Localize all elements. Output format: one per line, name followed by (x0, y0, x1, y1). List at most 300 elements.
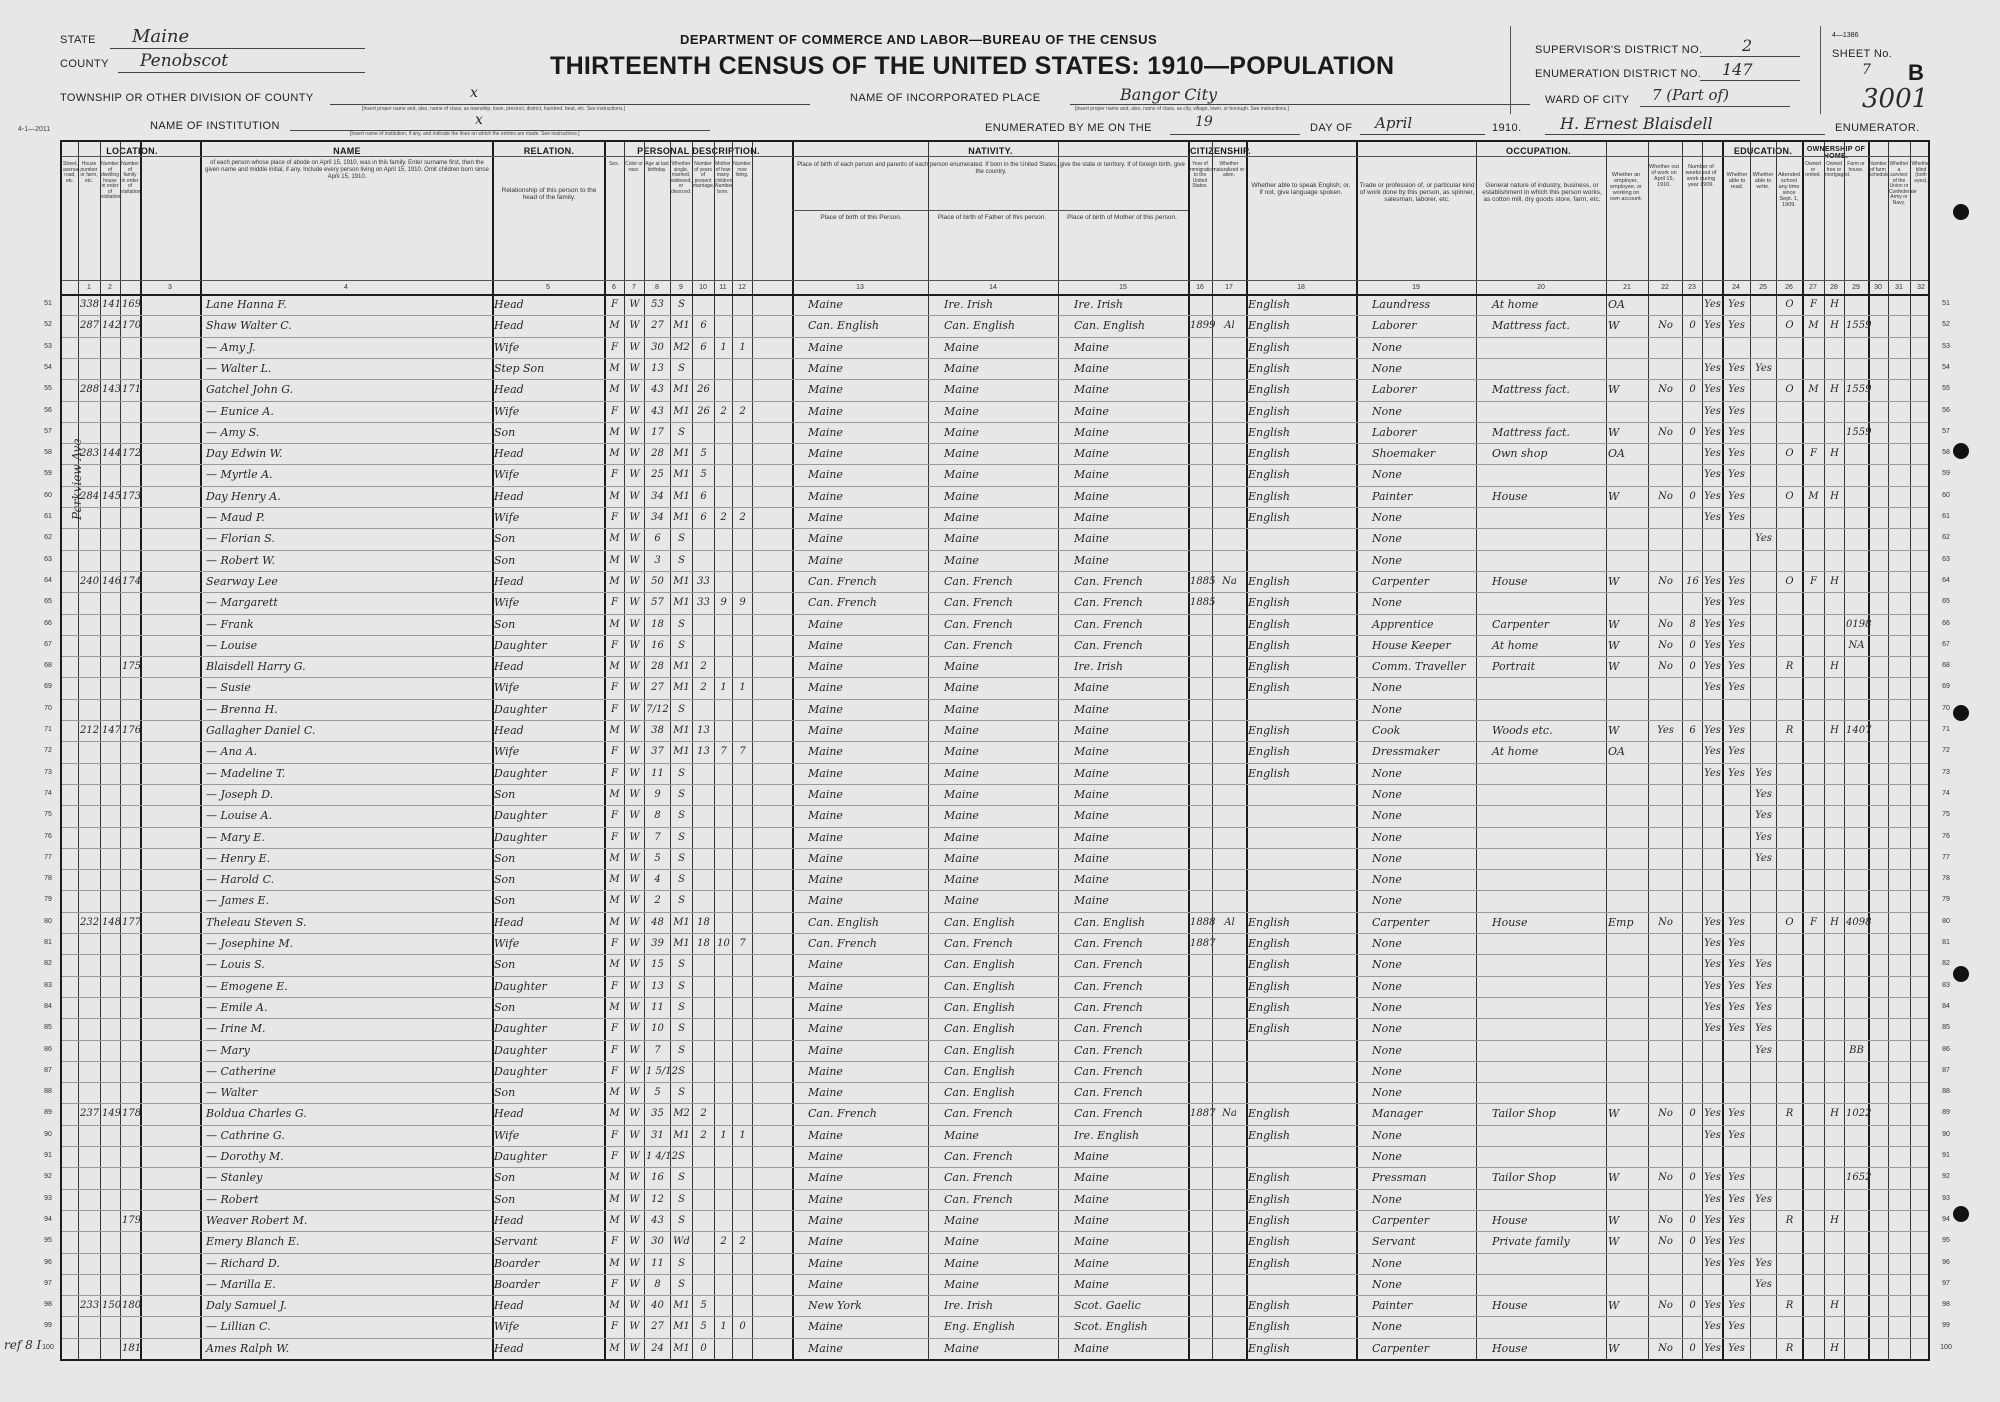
sheet-letter: B (1908, 60, 1924, 85)
line-number: 89 (1942, 1109, 1950, 1117)
cell-years_married: 6 (700, 512, 707, 523)
cell-race: W (629, 597, 640, 609)
cell-birth: Can. French (808, 574, 877, 588)
column-number: 12 (738, 284, 746, 291)
supervisor-label: SUPERVISOR'S DISTRICT NO. (1535, 44, 1703, 56)
table-row (44, 976, 1950, 997)
cell-read: Yes (1704, 362, 1721, 374)
day-of-label: DAY OF (1310, 122, 1353, 134)
cell-employ: W (1608, 1171, 1620, 1185)
cell-name: — Walter (206, 1086, 258, 1100)
cell-read: Yes (1704, 320, 1721, 332)
cell-name: — Marilla E. (206, 1277, 276, 1291)
cell-mother: Maine (1074, 1235, 1109, 1249)
cell-birth: Maine (808, 979, 843, 993)
cell-dwelling: 148 (102, 916, 122, 928)
cell-father: Can. French (944, 1150, 1013, 1163)
cell-years_married: 0 (700, 1342, 707, 1354)
cell-age: 15 (651, 959, 664, 971)
column-header: Color or race. (625, 161, 643, 173)
cell-relation: Wife (494, 404, 520, 418)
cell-free: F (1810, 448, 1817, 460)
cell-owned: O (1785, 299, 1794, 310)
cell-outofwork: No (1658, 661, 1673, 673)
table-row (44, 614, 1950, 635)
table-row (44, 358, 1950, 379)
line-number: 79 (1942, 896, 1950, 904)
county-value: Penobscot (140, 51, 229, 71)
cell-weeks: 0 (1689, 384, 1696, 396)
line-number: 52 (1942, 321, 1950, 329)
cell-name: Emery Blanch E. (206, 1235, 300, 1249)
table-row (44, 1189, 1950, 1210)
table-row (44, 890, 1950, 911)
occupation-trade: Trade or profession of, or particular kind of work done by this person, as spinner, salesman, laborer, etc. (1359, 182, 1475, 203)
table-row (44, 656, 1950, 677)
cell-trade: None (1372, 851, 1402, 865)
line-number: 88 (1942, 1088, 1950, 1096)
column-number: 3 (168, 284, 172, 291)
cell-house: 338 (80, 299, 100, 310)
table-row (44, 1125, 1950, 1146)
cell-birth: Can. French (808, 596, 877, 610)
cell-marital: S (678, 980, 685, 992)
cell-marital: S (678, 831, 685, 843)
cell-birth: Maine (808, 681, 843, 695)
institution-value: x (475, 112, 483, 128)
cell-living: 1 (739, 341, 746, 353)
cell-marital: S (678, 618, 685, 630)
cell-name: — Cathrine G. (206, 1128, 285, 1142)
cell-sex: F (611, 703, 618, 715)
line-number: 74 (1942, 789, 1950, 797)
column-number: 21 (1623, 284, 1631, 291)
cell-write: Yes (1728, 980, 1745, 992)
cell-lang: English (1248, 1107, 1290, 1121)
cell-name: — Emile A. (206, 1000, 268, 1014)
cell-birth: Can. French (808, 1107, 877, 1121)
cell-race: W (629, 320, 640, 332)
cell-relation: Daughter (494, 979, 547, 993)
line-number: 96 (44, 1258, 52, 1266)
table-row (44, 677, 1950, 698)
cell-father: Maine (944, 361, 979, 375)
cell-industry: Portrait (1492, 660, 1536, 674)
enumerator-label: ENUMERATOR. (1835, 122, 1920, 134)
incorporated-label: NAME OF INCORPORATED PLACE (850, 92, 1041, 104)
cell-mother: Maine (1074, 553, 1109, 567)
cell-trade: None (1372, 1022, 1402, 1036)
cell-dwelling: 145 (102, 490, 122, 502)
cell-mother: Can. French (1074, 1000, 1143, 1014)
cell-employ: W (1608, 1299, 1620, 1313)
cell-father: Maine (944, 660, 979, 674)
cell-weeks: 0 (1689, 1214, 1696, 1226)
cell-race: W (629, 874, 640, 886)
cell-father: Can. French (944, 574, 1013, 588)
cell-age: 7 (654, 831, 661, 843)
cell-write: Yes (1728, 1214, 1745, 1226)
cell-father: Ire. Irish (944, 298, 993, 311)
cell-race: W (629, 831, 640, 843)
cell-birth: Maine (808, 809, 843, 823)
cell-father: Can. English (944, 1064, 1015, 1078)
cell-trade: None (1372, 468, 1402, 482)
line-number: 55 (1942, 385, 1950, 393)
cell-relation: Wife (494, 340, 520, 354)
cell-years_married: 18 (697, 916, 710, 928)
cell-employ: Emp (1608, 915, 1634, 929)
cell-write: Yes (1728, 299, 1745, 310)
cell-father: Can. French (944, 1171, 1013, 1185)
cell-industry: House (1492, 915, 1528, 929)
cell-father: Maine (944, 553, 979, 567)
cell-birth: Maine (808, 489, 843, 503)
cell-owned: R (1785, 1214, 1794, 1226)
binder-hole (1953, 204, 1969, 220)
cell-read: Yes (1704, 661, 1721, 673)
cell-free: F (1810, 916, 1817, 928)
cell-house: 232 (80, 916, 100, 928)
cell-school: Yes (1755, 1278, 1772, 1290)
cell-dwelling: 146 (102, 575, 122, 587)
cell-read: Yes (1704, 959, 1721, 971)
cell-age: 12 (651, 1193, 664, 1205)
nativity-mother: Place of birth of Mother of this person. (1067, 214, 1177, 221)
page-title: THIRTEENTH CENSUS OF THE UNITED STATES: 1910—POPULATION (550, 52, 1395, 80)
cell-write: Yes (1728, 767, 1745, 779)
cell-outofwork: No (1658, 384, 1673, 396)
column-header: Number of years of present marriage. (693, 161, 715, 189)
cell-trade: None (1372, 1256, 1402, 1270)
line-number: 64 (1942, 576, 1950, 584)
cell-birth: Maine (808, 766, 843, 780)
cell-industry: Mattress fact. (1492, 425, 1570, 439)
cell-relation: Son (494, 958, 516, 972)
cell-relation: Daughter (494, 766, 547, 780)
cell-lang: English (1248, 574, 1290, 588)
cell-father: Maine (944, 787, 979, 801)
line-number: 71 (1942, 726, 1950, 733)
cell-family: 177 (122, 916, 142, 928)
table-row (44, 315, 1950, 336)
cell-father: Can. French (944, 617, 1013, 631)
line-number: 92 (1942, 1173, 1950, 1181)
cell-name: — Josephine M. (206, 937, 294, 950)
cell-years_married: 5 (700, 448, 707, 460)
cell-race: W (629, 1151, 640, 1162)
cell-employ: W (1608, 660, 1620, 674)
cell-sex: M (609, 426, 620, 438)
cell-relation: Son (494, 894, 516, 908)
cell-outofwork: No (1658, 320, 1673, 332)
cell-read: Yes (1704, 426, 1721, 438)
cell-industry: House (1492, 1299, 1528, 1313)
cell-birth: Maine (808, 383, 843, 397)
cell-relation: Daughter (494, 702, 547, 716)
cell-read: Yes (1704, 490, 1721, 502)
cell-age: 27 (651, 1321, 664, 1333)
cell-lang: English (1248, 319, 1290, 333)
cell-father: Maine (944, 404, 979, 418)
cell-mother: Can. French (1074, 979, 1143, 993)
cell-family: 181 (122, 1342, 142, 1354)
cell-sex: M (609, 320, 620, 332)
line-number: 80 (1942, 917, 1950, 925)
cell-years_married: 2 (700, 682, 707, 694)
cell-marital: S (678, 874, 685, 886)
cell-trade: Carpenter (1372, 574, 1430, 588)
cell-weeks: 0 (1689, 661, 1696, 673)
cell-trade: Carpenter (1372, 1213, 1430, 1227)
cell-family: 175 (122, 661, 142, 673)
line-number: 53 (44, 342, 52, 350)
cell-write: Yes (1728, 320, 1745, 332)
cell-farm: H (1830, 1214, 1839, 1226)
line-number: 75 (44, 811, 52, 819)
cell-industry: House (1492, 1213, 1528, 1227)
cell-mother: Maine (1074, 681, 1109, 695)
line-number: 93 (1942, 1194, 1950, 1202)
column-number: 25 (1759, 284, 1767, 291)
cell-mother: Maine (1074, 787, 1109, 801)
line-number: 72 (1942, 747, 1950, 755)
cell-lang: English (1248, 745, 1290, 759)
cell-birth: Maine (808, 425, 843, 439)
cell-name: — Margarett (206, 596, 278, 610)
cell-age: 7/12 (646, 703, 669, 715)
education-school: Attended school any time since Sept. 1, 1909. (1777, 172, 1801, 208)
cell-natur: Al (1224, 320, 1235, 332)
cell-read: Yes (1704, 1300, 1721, 1312)
cell-birth: Maine (808, 1320, 843, 1334)
cell-school: Yes (1755, 533, 1772, 545)
cell-farm: H (1830, 384, 1839, 396)
cell-birth: Maine (808, 1341, 843, 1355)
cell-outofwork: No (1658, 916, 1673, 928)
cell-relation: Wife (494, 468, 520, 482)
column-number: 26 (1785, 284, 1793, 291)
table-row (44, 1061, 1950, 1082)
cell-natur: Na (1222, 1108, 1237, 1120)
cell-write: Yes (1728, 725, 1745, 736)
cell-mother: Maine (1074, 873, 1109, 887)
cell-sex: M (609, 874, 620, 886)
cell-trade: None (1372, 809, 1402, 823)
cell-outofwork: No (1658, 575, 1673, 587)
cell-trade: House Keeper (1372, 638, 1451, 652)
cell-sex: M (609, 533, 620, 545)
cell-sex: F (611, 1129, 618, 1141)
cell-name: Lane Hanna F. (206, 298, 287, 311)
cell-race: W (629, 746, 640, 758)
cell-name: — Florian S. (206, 532, 275, 546)
cell-lang: English (1248, 937, 1290, 950)
line-number: 61 (44, 513, 52, 520)
cell-farm: H (1830, 490, 1839, 502)
column-header: Whether a survivor of the Union or Confederate Army or Navy. (1889, 161, 1917, 206)
cell-read: Yes (1704, 1321, 1721, 1333)
cell-trade: Manager (1372, 1107, 1423, 1121)
cell-birth: Can. French (808, 937, 877, 950)
cell-trade: Pressman (1372, 1171, 1427, 1185)
institution-label: NAME OF INSTITUTION (150, 120, 280, 132)
cell-read: Yes (1704, 1257, 1721, 1269)
cell-age: 27 (651, 682, 664, 694)
cell-employ: OA (1608, 298, 1625, 311)
cell-free: M (1808, 490, 1819, 502)
cell-industry: At home (1492, 638, 1539, 652)
cell-read: Yes (1704, 1193, 1721, 1205)
cell-sex: F (611, 299, 618, 310)
column-number: 24 (1732, 284, 1740, 291)
cell-father: Can. English (944, 319, 1015, 333)
cell-natur: Al (1224, 916, 1235, 928)
cell-outofwork: No (1658, 618, 1673, 630)
cell-age: 13 (651, 362, 664, 374)
line-number: 90 (1942, 1130, 1950, 1138)
cell-employ: W (1608, 1213, 1620, 1227)
cell-trade: Laborer (1372, 319, 1417, 333)
cell-sex: F (611, 1044, 618, 1056)
cell-race: W (629, 959, 640, 971)
line-number: 62 (1942, 534, 1950, 542)
cell-father: Maine (944, 702, 979, 716)
table-row (44, 933, 1950, 954)
cell-age: 43 (651, 1214, 664, 1226)
line-number: 66 (44, 619, 52, 627)
cell-living: 2 (739, 1236, 746, 1248)
line-number: 57 (1942, 427, 1950, 435)
cell-born: 1 (720, 682, 727, 694)
cell-write: Yes (1728, 384, 1745, 396)
cell-school: Yes (1755, 362, 1772, 374)
cell-birth: Maine (808, 1000, 843, 1014)
cell-name: — Louis S. (206, 958, 265, 972)
cell-trade: None (1372, 340, 1402, 354)
column-number: 6 (612, 284, 616, 291)
cell-race: W (629, 533, 640, 545)
cell-sex: F (611, 682, 618, 694)
cell-write: Yes (1728, 426, 1745, 438)
cell-father: Maine (944, 851, 979, 865)
cell-natur: Na (1222, 575, 1237, 587)
cell-employ: W (1608, 489, 1620, 503)
line-number: 98 (1942, 1301, 1950, 1309)
cell-relation: Daughter (494, 1022, 547, 1036)
line-number: 61 (1942, 513, 1950, 520)
cell-weeks: 0 (1689, 1108, 1696, 1120)
cell-living: 1 (739, 1129, 746, 1141)
cell-age: 34 (651, 490, 664, 502)
cell-farm: H (1830, 1342, 1839, 1354)
line-number: 57 (44, 427, 52, 435)
cell-years_married: 33 (697, 575, 710, 587)
cell-name: — James E. (206, 894, 270, 908)
cell-sex: M (609, 362, 620, 374)
table-row (44, 379, 1950, 400)
cell-outofwork: Yes (1657, 725, 1674, 736)
cell-sex: F (611, 767, 618, 779)
line-number: 51 (44, 300, 52, 307)
incorporated-note: [Insert proper name and, also, name of class, as city, village, town, or borough. See instructions.] (1075, 106, 1289, 112)
cell-school: Yes (1755, 1193, 1772, 1205)
cell-mother: Maine (1074, 340, 1109, 354)
cell-age: 37 (651, 746, 664, 758)
cell-marital: S (678, 362, 685, 374)
line-number: 82 (44, 960, 52, 968)
table-row (44, 592, 1950, 613)
cell-born: 1 (720, 341, 727, 353)
cell-birth: Maine (808, 298, 843, 311)
cell-father: Maine (944, 745, 979, 759)
cell-age: 38 (651, 725, 664, 736)
cell-age: 11 (651, 1001, 664, 1013)
column-header: Age at last birthday. (645, 161, 669, 173)
cell-farm: H (1830, 448, 1839, 460)
line-number: 56 (44, 406, 52, 414)
cell-marital: S (678, 1151, 685, 1162)
cell-mother: Maine (1074, 851, 1109, 865)
cell-marital: S (678, 639, 685, 651)
cell-trade: Laundress (1372, 298, 1431, 311)
cell-lang: English (1248, 1341, 1290, 1355)
cell-immig: 1885 (1190, 575, 1216, 587)
cell-mother: Can. French (1074, 1022, 1143, 1036)
cell-age: 18 (651, 618, 664, 630)
cell-race: W (629, 661, 640, 673)
cell-relation: Head (494, 1299, 524, 1313)
cell-write: Yes (1728, 448, 1745, 460)
cell-outofwork: No (1658, 1300, 1673, 1312)
cell-father: Maine (944, 425, 979, 439)
cell-mother: Maine (1074, 1341, 1109, 1355)
cell-trade: Servant (1372, 1235, 1416, 1249)
line-number: 65 (1942, 598, 1950, 606)
cell-father: Can. English (944, 979, 1015, 993)
cell-father: Can. French (944, 638, 1013, 652)
group-location: LOCATION. (106, 146, 158, 156)
cell-marital: M1 (673, 469, 690, 481)
cell-outofwork: No (1658, 1108, 1673, 1120)
line-number: 75 (1942, 811, 1950, 819)
cell-name: — Stanley (206, 1171, 263, 1185)
cell-living: 0 (739, 1321, 746, 1333)
cell-trade: Painter (1372, 1299, 1413, 1313)
cell-age: 28 (651, 448, 664, 460)
cell-race: W (629, 1044, 640, 1056)
cell-sex: F (611, 831, 618, 843)
cell-relation: Son (494, 1086, 516, 1100)
line-number: 71 (44, 726, 52, 733)
cell-write: Yes (1728, 405, 1745, 417)
line-number: 68 (44, 662, 52, 670)
cell-sex: M (609, 1001, 620, 1013)
table-row (44, 401, 1950, 422)
cell-marital: M2 (673, 341, 690, 353)
cell-dwelling: 147 (102, 725, 122, 736)
cell-house: 233 (80, 1300, 100, 1312)
cell-write: Yes (1728, 938, 1745, 949)
table-row (44, 443, 1950, 464)
cell-sex: F (611, 938, 618, 949)
cell-mother: Scot. English (1074, 1320, 1148, 1334)
table-row (44, 869, 1950, 890)
cell-trade: Laborer (1372, 425, 1417, 439)
cell-name: — Ana A. (206, 745, 258, 759)
cell-school: Yes (1755, 959, 1772, 971)
cell-mother: Maine (1074, 830, 1109, 844)
